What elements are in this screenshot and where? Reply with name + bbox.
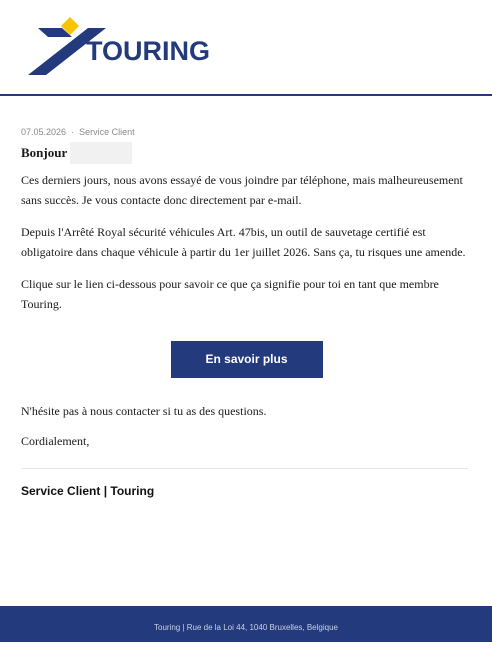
paragraph-4: N'hésite pas à nous contacter si tu as des questions.	[21, 404, 267, 418]
closing: Cordialement,	[21, 434, 90, 448]
email-body	[21, 96, 469, 498]
en-savoir-plus-button[interactable]: En savoir plus	[171, 341, 323, 378]
touring-logo	[26, 13, 211, 77]
signature: Service Client | Touring	[21, 484, 155, 498]
cta-wrapper	[21, 341, 469, 378]
email-header	[0, 0, 492, 96]
email-sender: Service Client	[79, 127, 135, 137]
greeting	[21, 142, 469, 164]
divider	[22, 468, 468, 469]
paragraph-3: Clique sur le lien ci-dessous pour savoir ce que ça signifie pour toi en tant que membre Touring.	[21, 277, 439, 311]
footer-address: Touring | Rue de la Loi 44, 1040 Bruxelles, Belgique	[154, 623, 338, 632]
redacted-name	[70, 142, 132, 164]
greeting-text: Bonjour	[21, 145, 68, 160]
paragraph-1: Ces derniers jours, nous avons essayé de vous joindre par téléphone, mais malheureusement sans succès. Je vous contacte donc directement par e-mail.	[21, 173, 463, 207]
email-date: 07.05.2026	[21, 127, 67, 137]
email-meta	[21, 126, 469, 138]
logo-wordmark: TOURING	[86, 36, 211, 66]
meta-separator: ·	[68, 127, 77, 137]
touring-logo-icon	[26, 13, 211, 77]
email-footer	[0, 606, 492, 642]
paragraph-2: Depuis l'Arrêté Royal sécurité véhicules Art. 47bis, un outil de sauvetage certifié est obligatoire dans chaque véhicule à partir du 1er juillet 2026. Sans ça, tu risques une amende.	[21, 225, 466, 259]
